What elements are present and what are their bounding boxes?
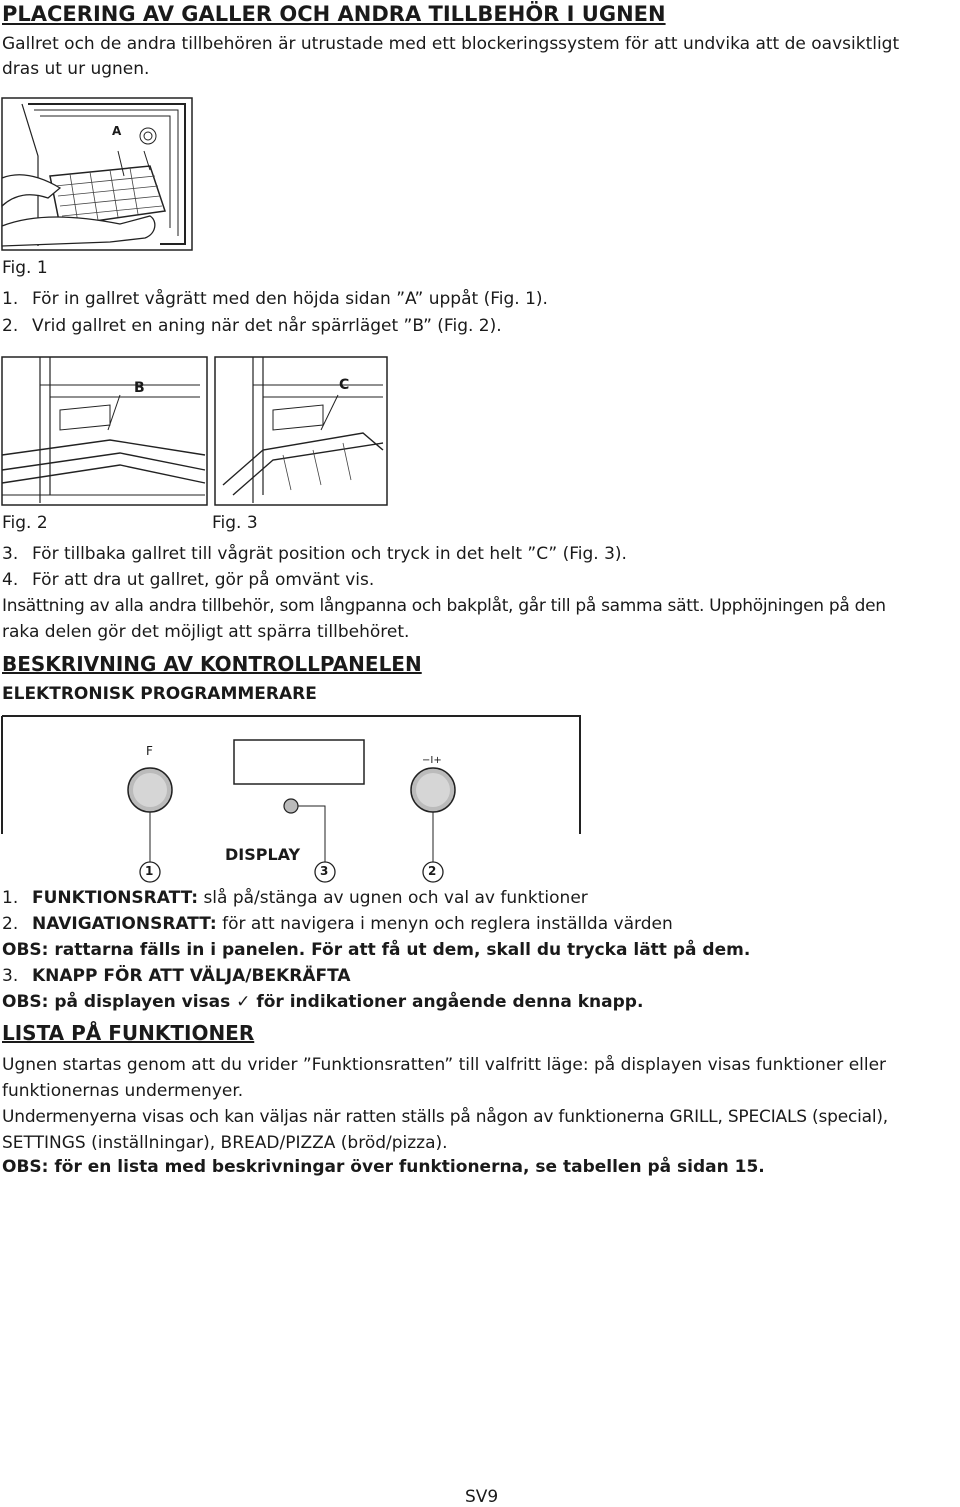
figure-1-illustration bbox=[0, 96, 195, 252]
page-number: SV9 bbox=[465, 1487, 499, 1507]
para2-line1: Undermenyerna visas och kan väljas när ratten ställs på någon av funktionerna GRILL, SPECIALS (special), bbox=[2, 1107, 888, 1127]
item-2-navigation-knob: 2. NAVIGATIONSRATT: för att navigera i menyn och reglera inställda värden bbox=[2, 914, 673, 934]
check-icon: ✓ bbox=[236, 992, 251, 1012]
display-label: DISPLAY bbox=[225, 845, 301, 864]
figure-3-illustration bbox=[213, 355, 393, 507]
confirm-button[interactable] bbox=[284, 799, 298, 813]
step-2: 2. Vrid gallret en aning när det når spärrläget ”B” (Fig. 2). bbox=[2, 316, 502, 336]
para2-line2: SETTINGS (inställningar), BREAD/PIZZA (bröd/pizza). bbox=[2, 1133, 448, 1153]
item-3-confirm-button: 3. KNAPP FÖR ATT VÄLJA/BEKRÄFTA bbox=[2, 966, 351, 986]
obs-knobs: OBS: rattarna fälls in i panelen. För att få ut dem, skall du trycka lätt på dem. bbox=[2, 940, 751, 960]
fig3-caption: Fig. 3 bbox=[212, 513, 258, 533]
subtitle-electronic-programmer: ELEKTRONISK PROGRAMMERARE bbox=[2, 684, 317, 704]
intro-text-line1: Gallret och de andra tillbehören är utrustade med ett blockeringssystem för att undvika att de oavsiktligt bbox=[2, 34, 900, 54]
intro-text-line2: dras ut ur ugnen. bbox=[2, 59, 150, 79]
fig3-label-c: C bbox=[339, 377, 350, 393]
note-line1: Insättning av alla andra tillbehör, som långpanna och bakplåt, går till på samma sätt. Upphöjningen på den bbox=[2, 596, 886, 616]
step-4: 4. För att dra ut gallret, gör på omvänt vis. bbox=[2, 570, 375, 590]
section-title-placement: PLACERING AV GALLER OCH ANDRA TILLBEHÖR I UGNEN bbox=[2, 2, 666, 26]
callout-3-text: 3 bbox=[320, 864, 329, 878]
step-3: 3. För tillbaka gallret till vågrät position och tryck in det helt ”C” (Fig. 3). bbox=[2, 544, 627, 564]
callout-2-text: 2 bbox=[428, 864, 437, 878]
step-1: 1. För in gallret vågrätt med den höjda sidan ”A” uppåt (Fig. 1). bbox=[2, 289, 548, 309]
obs-function-table: OBS: för en lista med beskrivningar över funktionerna, se tabellen på sidan 15. bbox=[2, 1157, 765, 1177]
para1-line1: Ugnen startas genom att du vrider ”Funktionsratten” till valfritt läge: på displayen visas funktioner eller bbox=[2, 1055, 887, 1075]
section-title-function-list: LISTA PÅ FUNKTIONER bbox=[2, 1021, 255, 1045]
para1-line2: funktionernas undermenyer. bbox=[2, 1081, 244, 1101]
callout-1-text: 1 bbox=[145, 864, 154, 878]
fig2-caption: Fig. 2 bbox=[2, 513, 48, 533]
fig1-label-a: A bbox=[112, 124, 122, 138]
fig2-label-b: B bbox=[134, 380, 145, 396]
fig1-caption: Fig. 1 bbox=[2, 258, 48, 278]
section-title-control-panel: BESKRIVNING AV KONTROLLPANELEN bbox=[2, 652, 422, 676]
obs-display: OBS: på displayen visas ✓ för indikationer angående denna knapp. bbox=[2, 992, 644, 1012]
navigation-knob-symbol: −I+ bbox=[422, 755, 442, 766]
note-line2: raka delen gör det möjligt att spärra tillbehöret. bbox=[2, 622, 410, 642]
item-1-function-knob: 1. FUNKTIONSRATT: slå på/stänga av ugnen och val av funktioner bbox=[2, 888, 588, 908]
function-knob-symbol: F bbox=[146, 744, 153, 758]
